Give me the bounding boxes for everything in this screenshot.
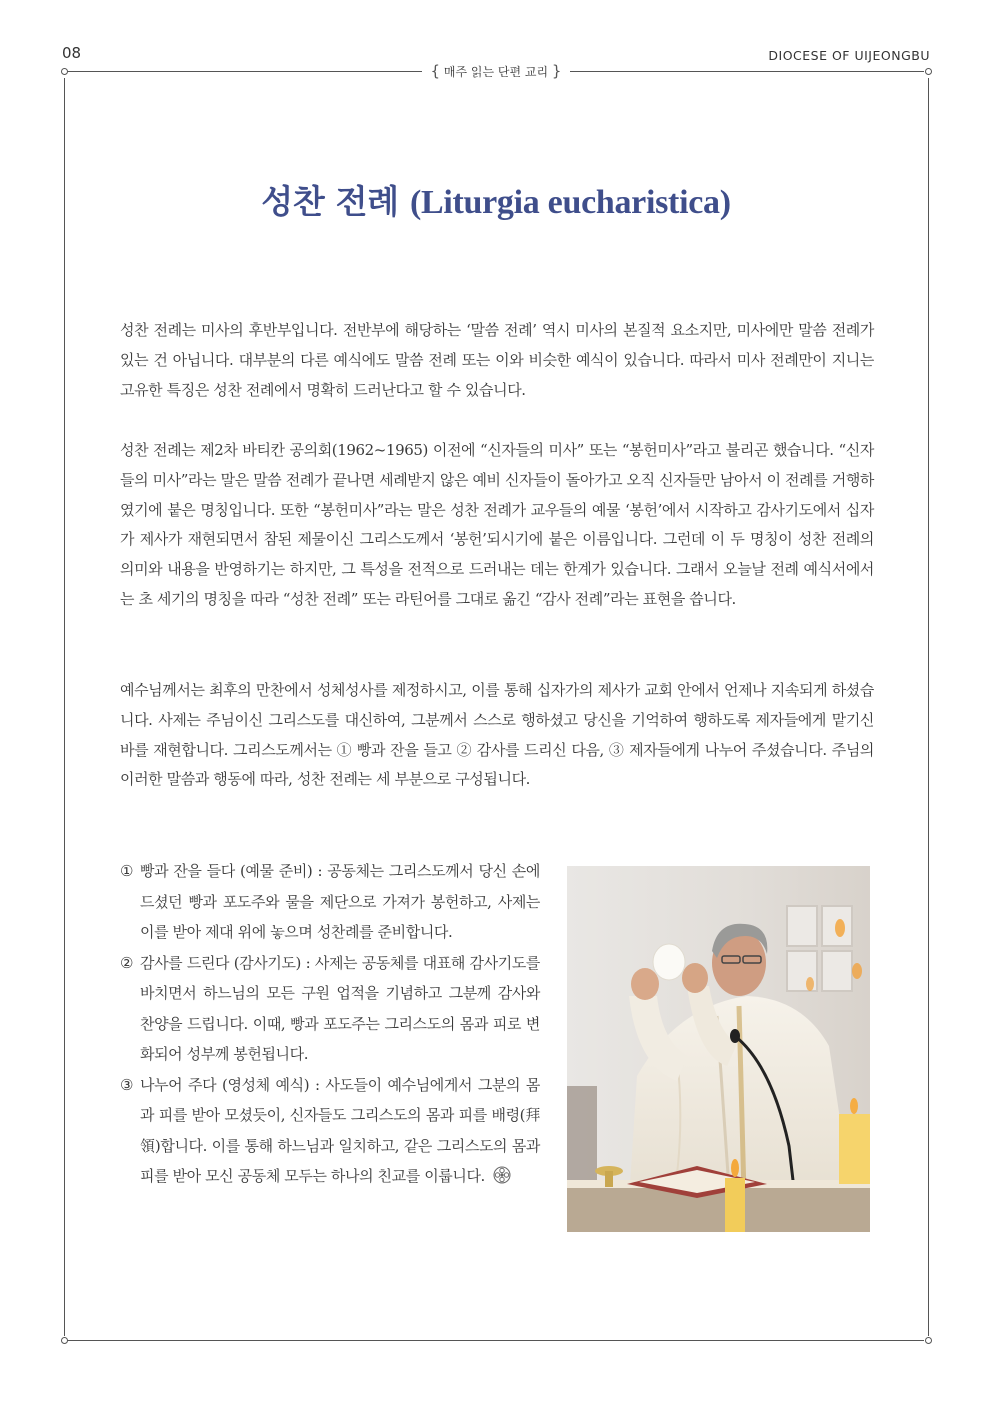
frame-border-left — [64, 78, 65, 1336]
list-item — [120, 1070, 540, 1192]
list-item-text: 빵과 잔을 들다 (예물 준비) : 공동체는 그리스도께서 당신 손에 드셨던 빵과 포도주와 물을 제단으로 가져가 봉헌하고, 사제는 이를 받아 제대 위에 놓으며 성찬례를 준비합니다. — [140, 862, 540, 941]
list-item-text: 나누어 주다 (영성체 예식) : 사도들이 예수님에게서 그분의 몸과 피를 받아 모셨듯이, 신자들도 그리스도의 몸과 피를 배령(拜領)합니다. 이를 통해 하느님과 일치하고, 같은 그리스도의 몸과 피를 받아 모신 공동체 모두는 하나의 친교를 이룹니다. — [140, 1075, 540, 1185]
body-paragraph: 성찬 전례는 미사의 후반부입니다. 전반부에 해당하는 ‘말씀 전례’ 역시 미사의 본질적 요소지만, 미사에만 말씀 전례가 있는 건 아닙니다. 대부분의 다른 예식에도 말씀 전례 또는 이와 비슷한 예식이 있습니다. 따라서 미사 전례만이 지니는 고유한 특징은 성찬 전례에서 명확히 드러난다고 할 수 있습니다. — [120, 321, 874, 399]
header-rule-left — [67, 71, 422, 72]
article-title-latin: (Liturgia eucharistica) — [409, 184, 731, 221]
brace-open-icon: { — [430, 62, 441, 80]
list-item — [120, 948, 540, 1070]
corner-ornament-icon — [925, 68, 932, 75]
brace-close-icon: } — [551, 62, 562, 80]
series-title-text: 매주 읽는 단편 교리 — [443, 65, 549, 79]
body-paragraph: 성찬 전례는 제2차 바티칸 공의회(1962~1965) 이전에 “신자들의 미사” 또는 “봉헌미사”라고 불리곤 했습니다. “신자들의 미사”라는 말은 말씀 전례가 끝나면 세례받지 않은 예비 신자들이 돌아가고 오직 신자들만 남아서 이 전례를 거행하였기에 붙은 명칭입니다. 또한 “봉헌미사”라는 말은 성찬 전례가 교우들의 예물 ‘봉헌’에서 시작하고 감사기도에서 십자가 제사가 재현되면서 참된 제물이신 그리스도께서 ‘봉헌’되시기에 붙은 이름입니다. 그런데 이 두 명칭이 성찬 전례의 의미와 내용을 반영하기는 하지만, 그 특성을 전적으로 드러내는 데는 한계가 있습니다. 그래서 오늘날 전례 예식서에서는 초 세기의 명칭을 따라 “성찬 전례” 또는 라틴어를 그대로 옮긴 “감사 전례”라는 표현을 씁니다. — [120, 441, 874, 608]
article-title-korean: 성찬 전례 — [261, 182, 399, 221]
liturgy-parts-list — [120, 856, 540, 1192]
corner-ornament-icon — [61, 68, 68, 75]
list-item-number: ② — [120, 953, 134, 972]
corner-ornament-icon — [925, 1337, 932, 1344]
page-number: 08 — [62, 44, 82, 62]
list-item-number: ① — [120, 862, 134, 880]
list-item — [120, 856, 540, 948]
series-title — [422, 62, 570, 80]
list-item-text: 감사를 드린다 (감사기도) : 사제는 공동체를 대표해 감사기도를 바치면서 하느님의 모든 구원 업적을 기념하고 그분께 감사와 찬양을 드립니다. 이때, 빵과 포도주는 그리스도의 몸과 피로 변화되어 성부께 봉헌됩니다. — [140, 953, 540, 1063]
corner-ornament-icon — [61, 1337, 68, 1344]
article-title — [0, 176, 992, 223]
header-rule-right — [570, 71, 924, 72]
flower-ornament-icon — [493, 1166, 511, 1184]
diocese-name: DIOCESE OF UIJEONGBU — [768, 48, 930, 63]
photo-illustration — [567, 866, 870, 1232]
frame-border-bottom — [67, 1340, 924, 1341]
list-item-number: ③ — [120, 1075, 134, 1094]
priest-elevating-host-photo — [567, 866, 870, 1232]
body-paragraph: 예수님께서는 최후의 만찬에서 성체성사를 제정하시고, 이를 통해 십자가의 제사가 교회 안에서 언제나 지속되게 하셨습니다. 사제는 주님이신 그리스도를 대신하여, 그분께서 스스로 행하셨고 당신을 기억하여 행하도록 제자들에게 맡기신 바를 재현합니다. 그리스도께서는 ① 빵과 잔을 들고 ② 감사를 드리신 다음, ③ 제자들에게 나누어 주셨습니다. 주님의 이러한 말씀과 행동에 따라, 성찬 전례는 세 부분으로 구성됩니다. — [120, 681, 874, 789]
frame-border-right — [928, 78, 929, 1336]
